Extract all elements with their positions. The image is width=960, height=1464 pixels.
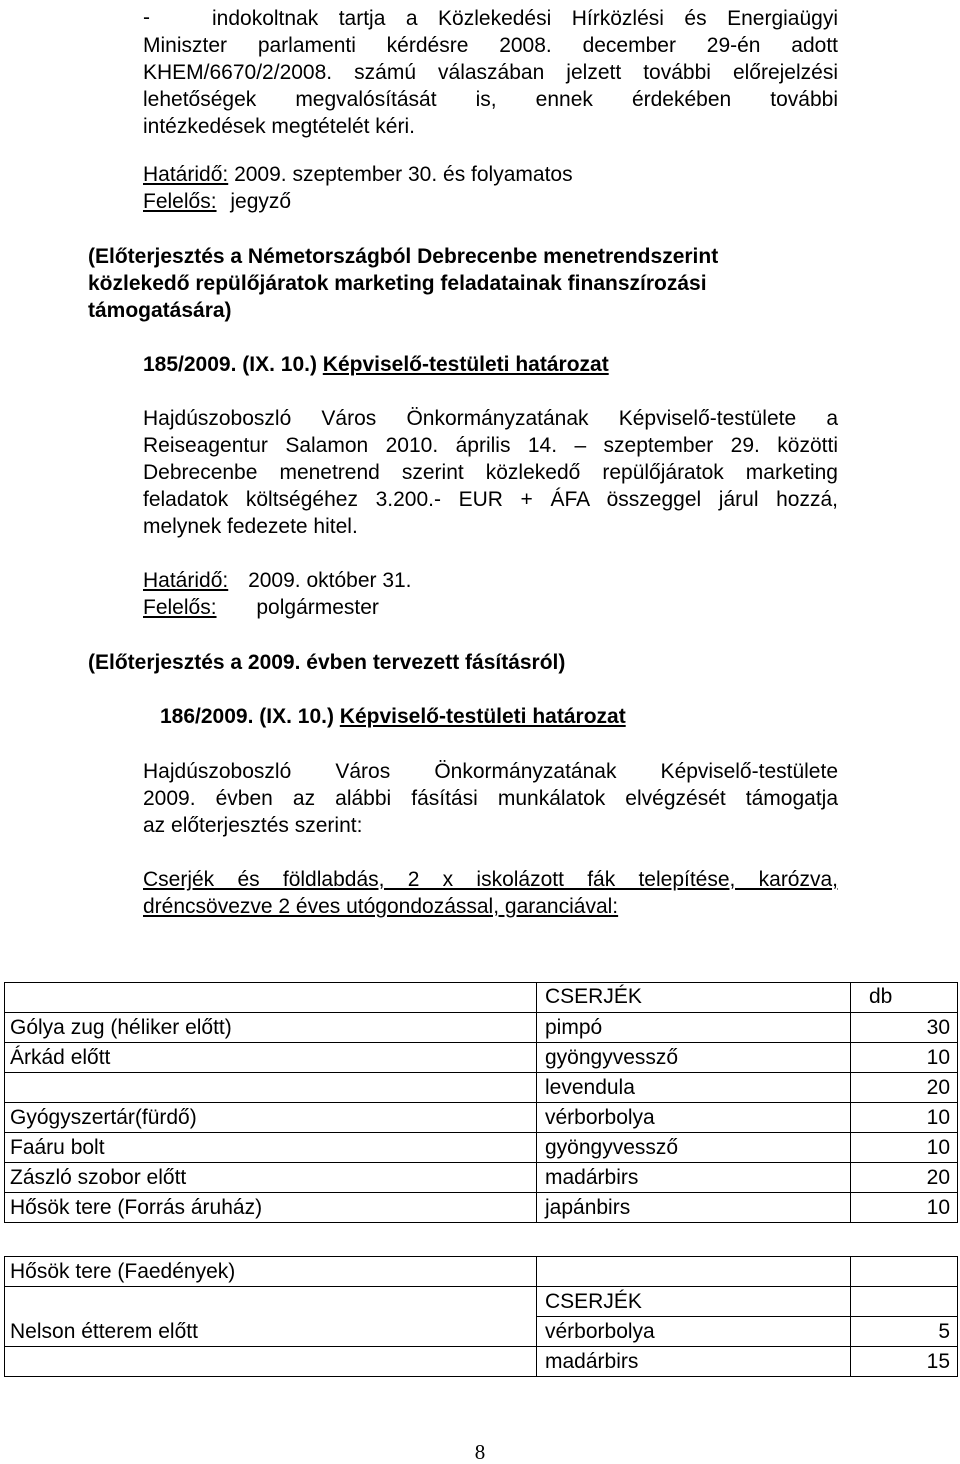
intro-paragraph-cont bbox=[143, 32, 838, 140]
intro-line: intézkedések megtételét kéri. bbox=[143, 115, 415, 138]
table-rule bbox=[4, 1192, 958, 1193]
intro-paragraph bbox=[212, 5, 838, 32]
table-rule bbox=[4, 1222, 958, 1223]
intro-line: lehetőségek megvalósítását is, ennek érdekében további bbox=[143, 88, 838, 111]
deadline-label: Határidő: bbox=[143, 569, 229, 592]
deadline-value: 2009. október 31. bbox=[248, 569, 412, 592]
heading-line: támogatására) bbox=[88, 299, 232, 322]
table-cell-count: 15 bbox=[926, 1350, 950, 1373]
responsible-value: jegyző bbox=[230, 190, 292, 213]
table-cell-plant: levendula bbox=[545, 1076, 635, 1099]
resolution-number: 186/2009. (IX. 10.) bbox=[160, 705, 334, 728]
table-cell-plant: gyöngyvessző bbox=[545, 1046, 679, 1069]
intro-line: KHEM/6670/2/2008. számú válaszában jelzett további előrejelzési bbox=[143, 61, 838, 84]
table-cell-location: Gyógyszertár(fürdő) bbox=[10, 1106, 197, 1129]
body-line: feladatok költségéhez 3.200.- EUR + ÁFA összeggel járul hozzá, bbox=[143, 488, 838, 511]
responsible-row-2 bbox=[143, 595, 379, 621]
planting-table-1 bbox=[0, 982, 960, 1224]
planting-table-2 bbox=[0, 1256, 960, 1378]
table-rule bbox=[4, 1162, 958, 1163]
table-rule bbox=[4, 1376, 958, 1377]
table-cell-location bbox=[4, 1287, 536, 1317]
table-cell-count: 5 bbox=[938, 1320, 950, 1343]
table-cell bbox=[4, 982, 536, 1012]
heading-line: (Előterjesztés a Németországból Debrecenbe menetrendszerint bbox=[88, 245, 719, 268]
table-cell-count: 20 bbox=[926, 1076, 950, 1099]
responsible-row-1 bbox=[143, 189, 291, 215]
table-cell-location: Zászló szobor előtt bbox=[10, 1166, 187, 1189]
table-cell-plant: japánbirs bbox=[545, 1196, 631, 1219]
table-cell-plant: madárbirs bbox=[545, 1166, 639, 1189]
table-rule bbox=[536, 1316, 958, 1317]
table-rule bbox=[4, 1072, 958, 1073]
table-header-cserjek: CSERJÉK bbox=[545, 1290, 642, 1313]
responsible-label: Felelős: bbox=[143, 190, 217, 213]
table-rule bbox=[4, 1346, 958, 1347]
table-cell-location: Hősök tere (Faedények) bbox=[10, 1260, 236, 1283]
table-rule bbox=[4, 1286, 958, 1287]
table-rule bbox=[957, 1256, 958, 1377]
body-line: Reiseagentur Salamon 2010. április 14. – szeptember 29. közötti bbox=[143, 434, 838, 457]
section2-underlined bbox=[143, 866, 838, 920]
deadline-label: Határidő: bbox=[143, 163, 229, 186]
table-header-db: db bbox=[869, 985, 893, 1008]
table-cell-location bbox=[4, 1347, 536, 1377]
table-rule bbox=[957, 982, 958, 1223]
list-dash: - bbox=[143, 6, 150, 29]
deadline-value: 2009. szeptember 30. és folyamatos bbox=[234, 163, 573, 186]
resolution-type: Képviselő-testületi határozat bbox=[322, 353, 609, 376]
body-line: Hajdúszoboszló Város Önkormányzatának Képviselő-testülete a bbox=[143, 407, 838, 430]
body-line: az előterjesztés szerint: bbox=[143, 814, 363, 837]
table-rule bbox=[850, 1256, 851, 1377]
table-cell-location: Árkád előtt bbox=[10, 1046, 111, 1069]
table-cell-count: 10 bbox=[926, 1136, 950, 1159]
table-cell-plant: vérborbolya bbox=[545, 1106, 655, 1129]
body-line: Debrecenbe menetrend szerint közlekedő repülőjáratok marketing bbox=[143, 461, 838, 484]
table-header-cserjek: CSERJÉK bbox=[545, 985, 642, 1008]
table-cell-plant: vérborbolya bbox=[545, 1320, 655, 1343]
section1-heading bbox=[88, 243, 838, 324]
table-cell-location: Faáru bolt bbox=[10, 1136, 105, 1159]
deadline-row-2 bbox=[143, 568, 412, 594]
table-cell-count: 10 bbox=[926, 1106, 950, 1129]
table-rule bbox=[536, 982, 537, 1223]
heading-line: közlekedő repülőjáratok marketing feladatainak finanszírozási bbox=[88, 272, 707, 295]
responsible-label: Felelős: bbox=[143, 596, 217, 619]
table-rule bbox=[4, 1042, 958, 1043]
responsible-value: polgármester bbox=[256, 596, 379, 619]
resolution-185-title bbox=[143, 352, 609, 378]
page-number: 8 bbox=[474, 1440, 486, 1464]
body-line: 2009. évben az alábbi fásítási munkálatok elvégzését támogatja bbox=[143, 787, 838, 810]
body-line: Hajdúszoboszló Város Önkormányzatának Képviselő-testülete bbox=[143, 760, 838, 783]
section2-body bbox=[143, 758, 838, 839]
table-cell-count: 10 bbox=[926, 1046, 950, 1069]
table-cell-plant: madárbirs bbox=[545, 1350, 639, 1373]
table-cell-plant bbox=[537, 1257, 850, 1287]
resolution-186-title bbox=[160, 704, 626, 730]
underlined-line: dréncsövezve 2 éves utógondozással, garanciával: bbox=[143, 895, 619, 918]
resolution-type: Képviselő-testületi határozat bbox=[339, 705, 626, 728]
table-cell-location: Nelson étterem előtt bbox=[10, 1320, 198, 1343]
intro-line: Miniszter parlamenti kérdésre 2008. december 29-én adott bbox=[143, 34, 838, 57]
underlined-line: Cserjék és földlabdás, 2 x iskolázott fák telepítése, karózva, bbox=[143, 868, 838, 891]
table-rule bbox=[850, 982, 851, 1223]
table-cell-location bbox=[4, 1073, 536, 1103]
table-cell-plant: pimpó bbox=[545, 1016, 603, 1039]
table-cell-count bbox=[851, 1287, 957, 1317]
table-rule bbox=[536, 1256, 537, 1377]
resolution-number: 185/2009. (IX. 10.) bbox=[143, 353, 317, 376]
deadline-row-1 bbox=[143, 162, 573, 188]
table-rule bbox=[4, 982, 958, 983]
table-rule bbox=[4, 1256, 5, 1377]
table-rule bbox=[4, 1012, 958, 1013]
table-cell-count: 30 bbox=[926, 1016, 950, 1039]
table-rule bbox=[4, 982, 5, 1223]
section2-heading: (Előterjesztés a 2009. évben tervezett fásításról) bbox=[88, 651, 566, 674]
table-rule bbox=[4, 1132, 958, 1133]
table-cell-location: Hősök tere (Forrás áruház) bbox=[10, 1196, 263, 1219]
table-cell-plant: gyöngyvessző bbox=[545, 1136, 679, 1159]
table-cell-count bbox=[851, 1257, 957, 1287]
body-line: melynek fedezete hitel. bbox=[143, 515, 358, 538]
table-rule bbox=[4, 1102, 958, 1103]
intro-line: indokoltnak tartja a Közlekedési Hírközlési és Energiaügyi bbox=[212, 7, 838, 30]
section1-body bbox=[143, 405, 838, 540]
table-cell-count: 20 bbox=[926, 1166, 950, 1189]
table-cell-location: Gólya zug (héliker előtt) bbox=[10, 1016, 232, 1039]
table-cell-count: 10 bbox=[926, 1196, 950, 1219]
table-rule bbox=[4, 1256, 958, 1257]
